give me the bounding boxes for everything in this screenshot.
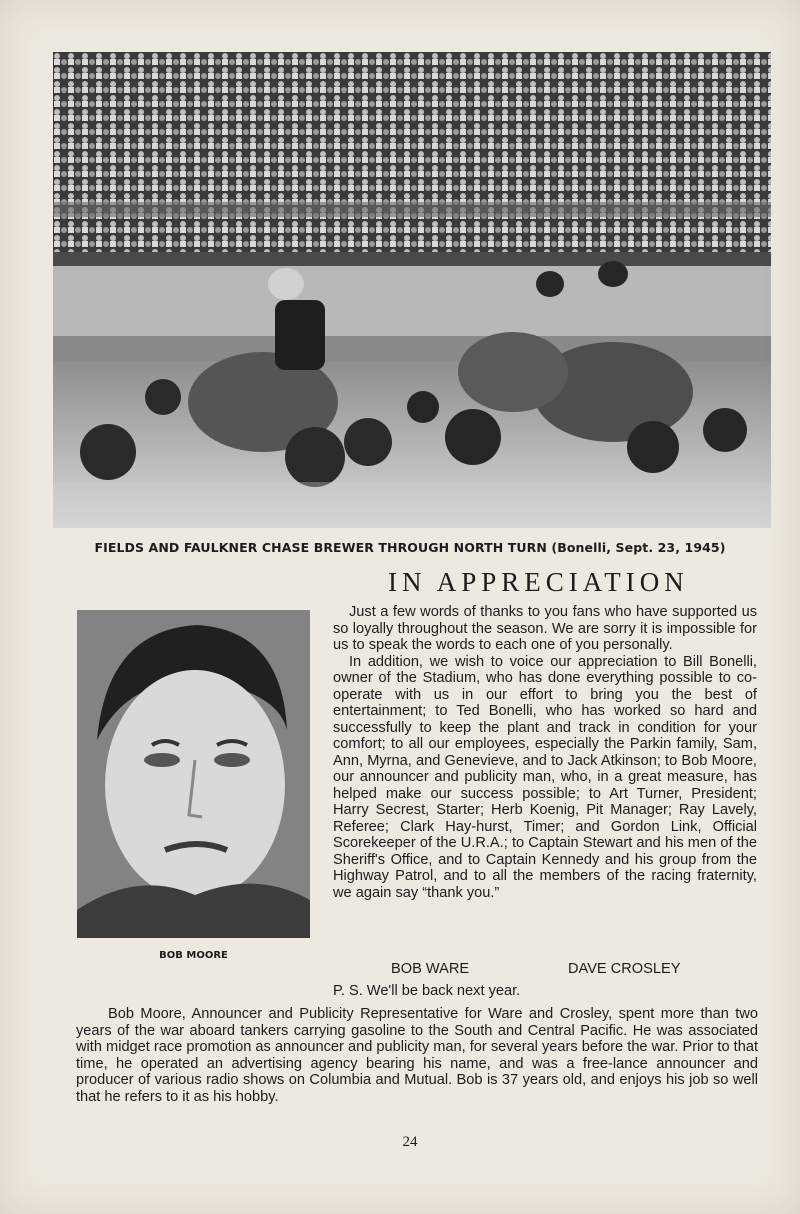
portrait-photo (77, 610, 310, 938)
signature-ware: BOB WARE (391, 961, 470, 977)
bio-paragraph: Bob Moore, Announcer and Publicity Representative for Ware and Crosley, spent more than two years of the war aboard tankers carrying gasoline to the South and Central Pacific. He was associated with midget race promotion as announcer and publicity man, for several years before the war. Prior to that time, he operated an advertising agency bearing his name, and was a free-lance announcer and producer of various radio shows on Columbia and Mutual. Bob is 37 years old, and enjoys his job so well that he refers to it as his hobby. (76, 1006, 758, 1105)
portrait-caption: BOB MOORE (159, 950, 228, 961)
paragraph: In addition, we wish to voice our appreciation to Bill Bonelli, owner of the Stadium, who has done everything possible to co-operate with us in our effort to bring you the best of entertainment; to Ted Bonelli, who has worked so hard and successfully to keep the plant and track in condition for your comfort; to all our employees, especially the Parkin family, Sam, Ann, Myrna, and Genevieve, and to Jack Atkinson; to Bob Moore, our announcer and publicity man, who, in a great measure, has helped make our success possible; to Art Turner, President; Harry Secrest, Starter; Herb Koenig, Pit Manager; Ray Lavely, Referee; Clark Hay-hurst, Timer; and Gordon Link, Official Scorekeeper of the U.R.A.; to Captain Stewart and his men of the Sheriff's Office, and to Captain Kennedy and his group from the Highway Patrol, and to all the members of the racing fraternity, we again say “thank you.” (333, 653, 757, 901)
caption-title: FIELDS AND FAULKNER CHASE BREWER THROUGH NORTH TURN (94, 540, 547, 555)
photo-caption (30, 540, 790, 555)
caption-date: (Bonelli, Sept. 23, 1945) (551, 540, 726, 555)
paragraph: Just a few words of thanks to you fans who have supported us so loyally throughout the season. We are sorry it is impossible for us to speak the words to each one of you personally. (333, 604, 757, 653)
race-photo (53, 52, 771, 528)
appreciation-text (333, 604, 757, 901)
page-number: 24 (402, 1134, 418, 1150)
signature-crosley: DAVE CROSLEY (568, 961, 681, 977)
article-heading: IN APPRECIATION (388, 567, 689, 597)
postscript: P. S. We'll be back next year. (333, 983, 521, 999)
